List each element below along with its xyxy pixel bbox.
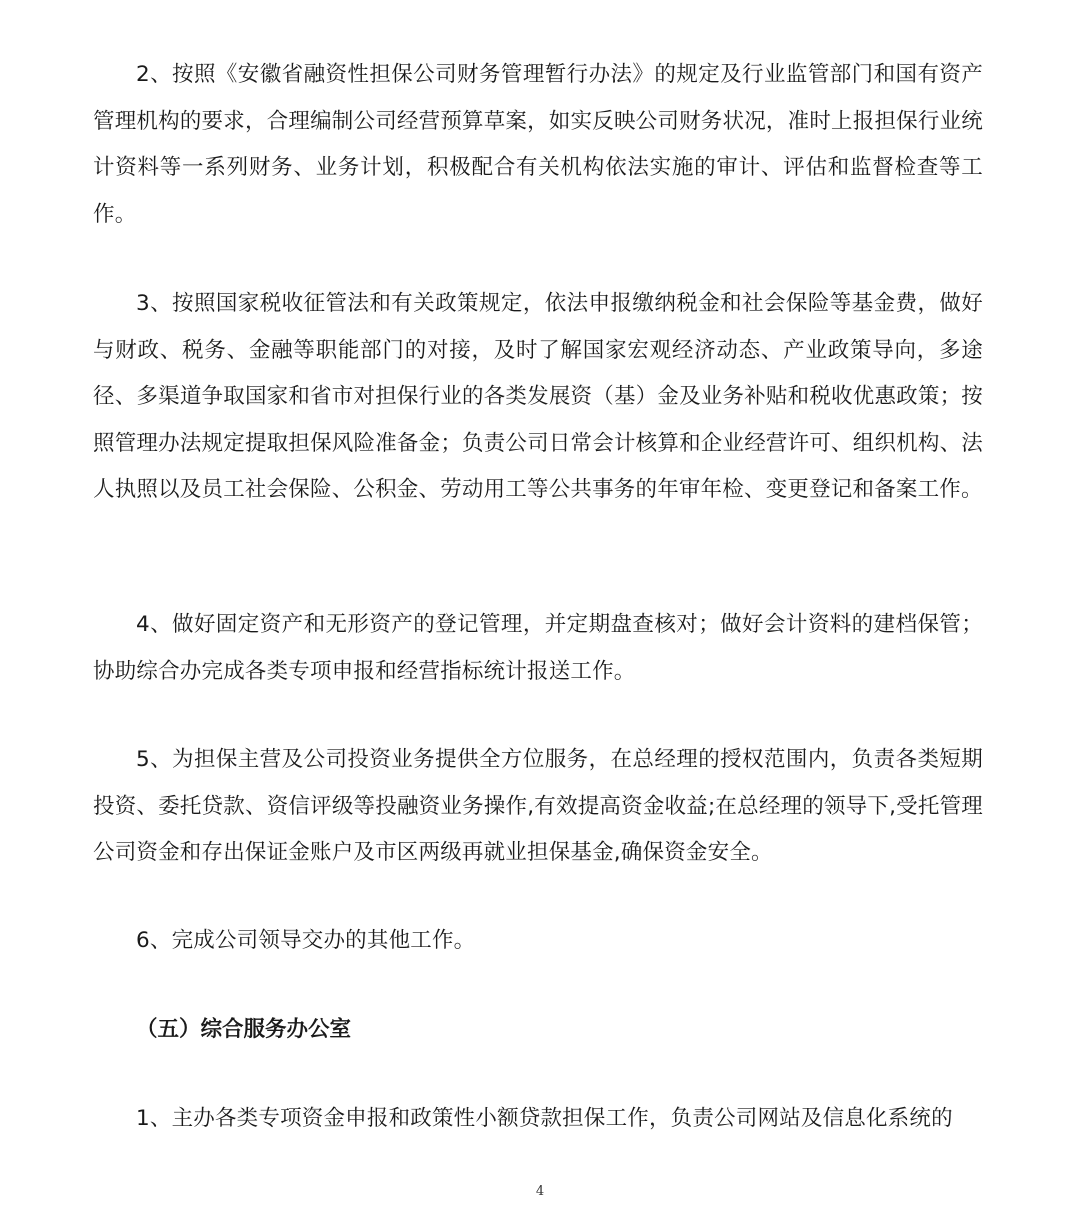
section-heading: （五）综合服务办公室 [136,1017,352,1042]
paragraph-5: 5、为担保主营及公司投资业务提供全方位服务，在总经理的授权范围内，负责各类短期投资、委托贷款、资信评级等投融资业务操作,有效提高资金收益;在总经理的领导下,受托管理公司资金和存出保证金账户及市区两级再就业担保基金,确保资金安全。 [93,747,983,865]
paragraph-3: 3、按照国家税收征管法和有关政策规定，依法申报缴纳税金和社会保险等基金费，做好与财政、税务、金融等职能部门的对接，及时了解国家宏观经济动态、产业政策导向，多途径、多渠道争取国家和省市对担保行业的各类发展资（基）金及业务补贴和税收优惠政策；按照管理办法规定提取担保风险准备金；负责公司日常会计核算和企业经营许可、组织机构、法人执照以及员工社会保险、公积金、劳动用工等公共事务的年审年检、变更登记和备案工作。 [93,291,983,502]
paragraph-6: 6、完成公司领导交办的其他工作。 [136,928,476,953]
paragraph-4: 4、做好固定资产和无形资产的登记管理，并定期盘查核对；做好会计资料的建档保管；协助综合办完成各类专项申报和经营指标统计报送工作。 [93,612,983,684]
paragraph-2: 2、按照《安徽省融资性担保公司财务管理暂行办法》的规定及行业监管部门和国有资产管理机构的要求，合理编制公司经营预算草案，如实反映公司财务状况，准时上报担保行业统计资料等一系列财务、业务计划，积极配合有关机构依法实施的审计、评估和监督检查等工作。 [93,62,983,227]
page-number: 4 [535,1184,545,1199]
paragraph-section5-1: 1、主办各类专项资金申报和政策性小额贷款担保工作，负责公司网站及信息化系统的 [136,1106,953,1131]
